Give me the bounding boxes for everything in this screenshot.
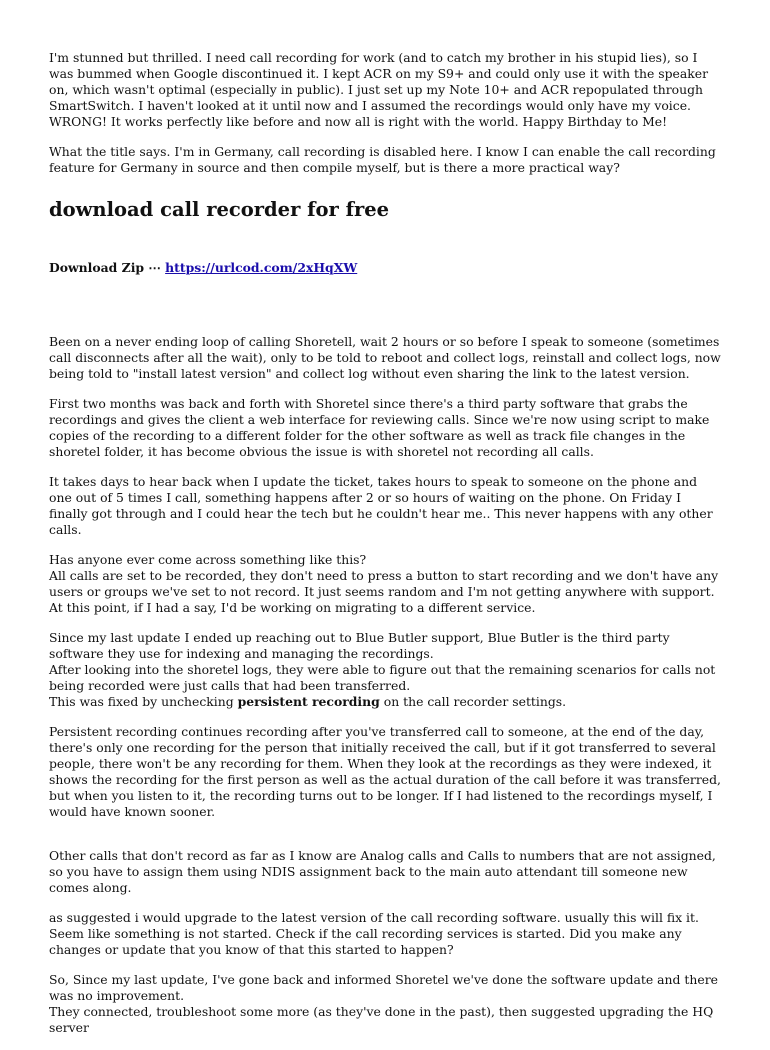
body-paragraph-6: Persistent recording continues recording after you've transferred call to someone, at the end of the day, there's only one recording for the person that initially received the call, but if it got transferred to several people, there won't be any recording for them. When they look at the recordings as they were indexed, it shows the recording for the first person as well as the actual duration of the call before it was transferred, but when you listen to it, the recording turns out to be longer. If I had listened to the recordings myself, I would have known sooner.	[49, 724, 721, 819]
fix-text-prefix: This was fixed by unchecking	[49, 694, 234, 709]
persistent-recording-emphasis: persistent recording	[237, 694, 380, 709]
download-label: Download Zip ⋯	[49, 260, 161, 275]
fix-text-suffix: on the call recorder settings.	[383, 694, 567, 709]
download-line	[49, 260, 721, 276]
body-paragraph-2: First two months was back and forth with Shoretel since there's a third party software that grabs the recordings and gives the client a web interface for reviewing calls. Since we're now using script to make copies of the recording to a different folder for the other software as well as track file changes in the shoretel folder, it has become obvious the issue is with shoretel not recording all calls.	[49, 396, 710, 459]
body-paragraph-5-line-2: After looking into the shoretel logs, they were able to figure out that the remaining scenarios for calls not being recorded were just calls that had been transferred.	[49, 662, 716, 693]
body-paragraph-9-line-2: They connected, troubleshoot some more (as they've done in the past), then suggested upgrading the HQ server	[49, 1004, 714, 1035]
body-paragraph-1: Been on a never ending loop of calling Shoretell, wait 2 hours or so before I speak to someone (sometimes call disconnects after all the wait), only to be told to reboot and collect logs, reinstall and collect logs, now being told to "install latest version" and collect log without even sharing the link to the latest version.	[49, 334, 721, 381]
spacer	[49, 276, 721, 334]
document-page	[49, 50, 721, 1050]
body-paragraph-8: as suggested i would upgrade to the latest version of the call recording software. usually this will fix it. Seem like something is not started. Check if the call recording services is started. Did you make any changes or update that you know of that this started to happen?	[49, 910, 699, 957]
body-paragraph-3: It takes days to hear back when I update the ticket, takes hours to speak to someone on the phone and one out of 5 times I call, something happens after 2 or so hours of waiting on the phone. On Friday I finally got through and I could hear the tech but he couldn't hear me.. This never happens with any other calls.	[49, 474, 713, 537]
body-paragraph-4	[49, 552, 721, 616]
body-paragraph-4-question: Has anyone ever come across something like this?	[49, 552, 367, 567]
body-paragraph-9	[49, 972, 721, 1036]
body-paragraph-9-line-1: So, Since my last update, I've gone back and informed Shoretel we've done the software update and there was no improvement.	[49, 972, 718, 1003]
spacer	[49, 834, 721, 848]
body-paragraph-4-detail: All calls are set to be recorded, they don't need to press a button to start recording and we don't have any users or groups we've set to not record. It just seems random and I'm not getting anywhere with support. At this point, if I had a say, I'd be working on migrating to a different service.	[49, 568, 719, 615]
page-heading: download call recorder for free	[49, 198, 390, 221]
intro-paragraph-1: I'm stunned but thrilled. I need call recording for work (and to catch my brother in his stupid lies), so I was bummed when Google discontinued it. I kept ACR on my S9+ and could only use it with the speaker on, which wasn't optimal (especially in public). I just set up my Note 10+ and ACR repopulated through SmartSwitch. I haven't looked at it until now and I assumed the recordings would only have my voice. WRONG! It works perfectly like before and now all is right with the world. Happy Birthday to Me!	[49, 50, 709, 129]
body-paragraph-5-line-1: Since my last update I ended up reaching out to Blue Butler support, Blue Butler is the third party software they use for indexing and managing the recordings.	[49, 630, 670, 661]
body-paragraph-7: Other calls that don't record as far as I know are Analog calls and Calls to numbers that are not assigned, so you have to assign them using NDIS assignment back to the main auto attendant till someone new comes along.	[49, 848, 716, 895]
intro-paragraph-2: What the title says. I'm in Germany, call recording is disabled here. I know I can enable the call recording feature for Germany in source and then compile myself, but is there a more practical way?	[49, 144, 716, 175]
body-paragraph-5-line-3	[49, 694, 721, 710]
download-link[interactable]: https://urlcod.com/2xHqXW	[165, 260, 358, 275]
body-paragraph-5	[49, 630, 721, 710]
